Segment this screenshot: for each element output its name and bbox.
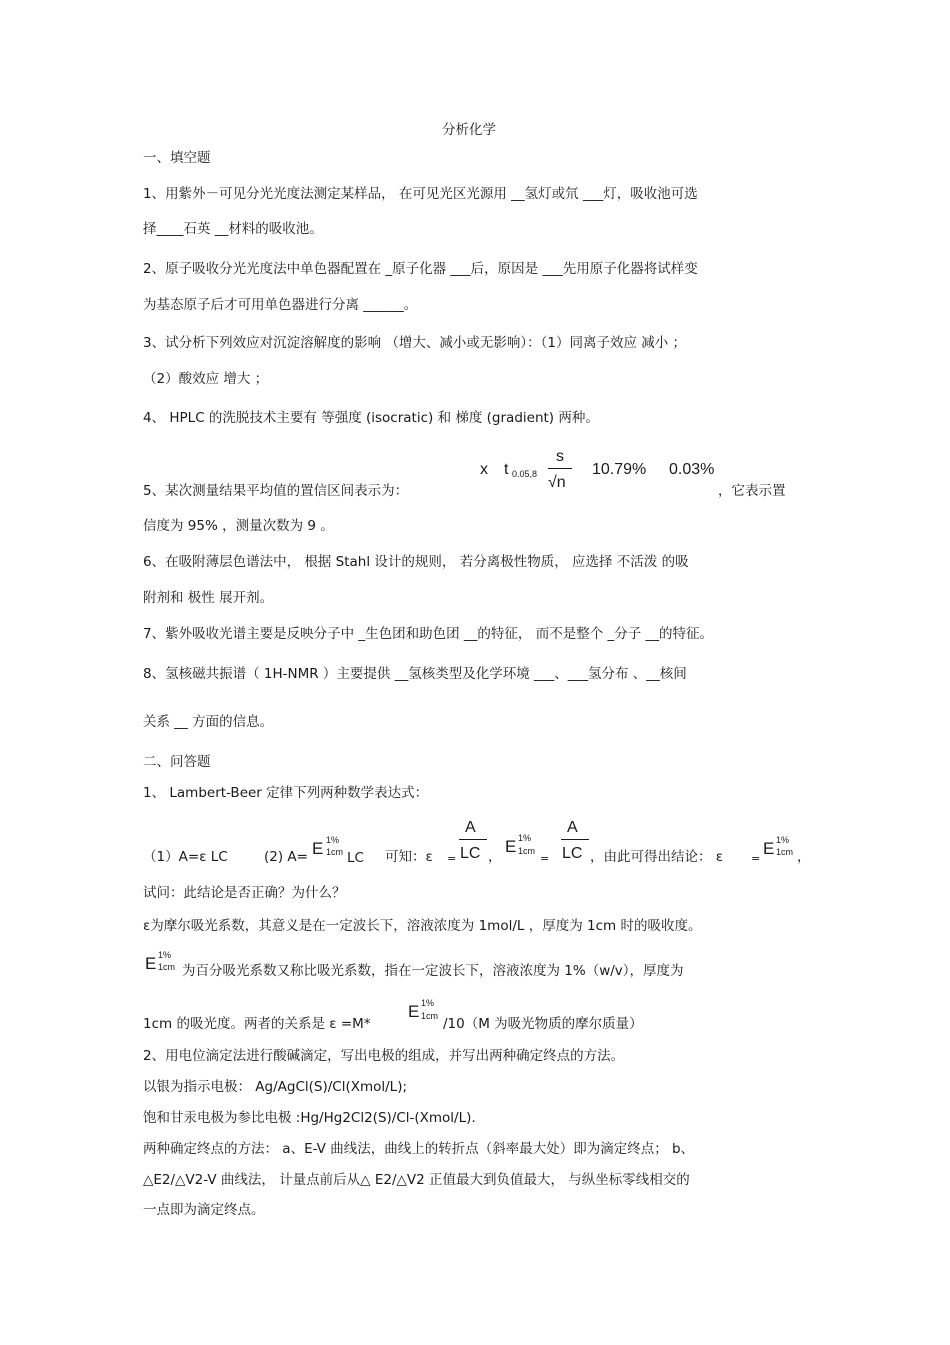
- q1-line2: 择____石英 __材料的吸收池。: [143, 221, 323, 237]
- eq-E-2-sub: 1cm: [518, 846, 536, 856]
- qa2-answer-line2: 饱和甘汞电极为参比电极 :Hg/Hg2Cl2(S)/Cl-(Xmol/L).: [143, 1110, 476, 1126]
- q5-line2: 信度为 95% ，测量次数为 9 。: [143, 518, 334, 534]
- qa2-answer-line1: 以银为指示电极： Ag/AgCl(S)/Cl(Xmol/L);: [143, 1079, 408, 1095]
- formula-denominator: √n: [548, 474, 566, 491]
- eq-E-3: E: [763, 839, 775, 858]
- q2-line1: 2、原子吸收分光光度法中单色器配置在 _原子化器 ___后，原因是 ___先用原子化器将试样变: [143, 261, 698, 277]
- eq-part3: 可知：ε: [385, 849, 433, 865]
- qa2-question: 2、用电位滴定法进行酸碱滴定，写出电极的组成，并写出两种确定终点的方法。: [143, 1048, 625, 1064]
- formula-numerator: s: [556, 448, 564, 465]
- qa1-question: 1、 Lambert-Beer 定律下列两种数学表达式：: [143, 785, 429, 801]
- q5-line1: 5、某次测量结果平均值的置信区间表示为：: [143, 483, 409, 499]
- section-heading-qa: 二、问答题: [143, 754, 211, 770]
- q8-line2: 关系 __ 方面的信息。: [143, 714, 274, 730]
- eq-equals-3: =: [751, 852, 761, 865]
- eq-E-3-sup: 1%: [776, 835, 790, 845]
- qa1-answer-line1: ε为摩尔吸光系数，其意义是在一定波长下，溶液浓度为 1mol/L ，厚度为 1cm 时的吸收度。: [143, 918, 702, 934]
- eq-frac2-bar: [561, 839, 589, 840]
- eq-frac1-numerator: A: [465, 819, 476, 836]
- q4-line: 4、 HPLC 的洗脱技术主要有 等强度 (isocratic) 和 梯度 (gradient) 两种。: [143, 410, 599, 426]
- qa2-answer-line5: 一点即为滴定终点。: [143, 1202, 265, 1218]
- q6-line1: 6、在吸附薄层色谱法中， 根据 Stahl 设计的规则， 若分离极性物质， 应选择 不活泼 的吸: [143, 554, 689, 570]
- qa1-answer-line3: 1cm 的吸光度。两者的关系是 ε =M*: [143, 1016, 371, 1032]
- q2-line2: 为基态原子后才可用单色器进行分离 ______。: [143, 297, 418, 313]
- formula-fraction-bar: [548, 468, 572, 469]
- eq-E-2: E: [505, 837, 517, 856]
- formula-t: t: [504, 461, 509, 478]
- eq-equals-1: =: [447, 852, 457, 865]
- eq-equals-2: =: [540, 852, 550, 865]
- q7-line: 7、紫外吸收光谱主要是反映分子中 _生色团和助色团 __的特征， 而不是整个 _分子 __的特征。: [143, 626, 714, 642]
- page-title: 分析化学: [442, 122, 496, 138]
- eq-comma: ，: [488, 849, 502, 865]
- eq-E-1-sub: 1cm: [326, 847, 344, 857]
- eq-frac1-bar: [459, 839, 487, 840]
- q8-line1: 8、氢核磁共振谱（ 1H-NMR ）主要提供 __氢核类型及化学环境 ___、___氢分布 、__核间: [143, 666, 687, 682]
- q5-line1-tail: ，它表示置: [718, 483, 786, 499]
- eq-LC-1: LC: [347, 850, 364, 866]
- relation-E-sub: 1cm: [421, 1011, 439, 1021]
- eq-E-1-sup: 1%: [326, 835, 340, 845]
- q3-line1: 3、试分析下列效应对沉淀溶解度的影响 （增大、减小或无影响）：（1）同离子效应 减小 ；: [143, 335, 687, 351]
- eq-part2: (2) A=: [264, 849, 308, 865]
- qa2-answer-line4: △E2/△V2-V 曲线法， 计量点前后从△ E2/△V2 正值最大到负值最大， 与纵坐标零线相交的: [143, 1172, 690, 1188]
- eq-frac2-numerator: A: [567, 819, 578, 836]
- formula-value1: 10.79%: [592, 461, 647, 478]
- formula-t-subscript: 0.05,8: [512, 469, 538, 479]
- q6-line2: 附剂和 极性 展开剂。: [143, 590, 274, 606]
- qa1-answer-line2: 为百分吸光系数又称比吸光系数，指在一定波长下，溶液浓度为 1%（w/v），厚度为: [182, 963, 684, 979]
- eq-conclusion: ，由此可得出结论： ε: [590, 849, 724, 865]
- q1-line1: 1、用紫外－可见分光光度法测定某样品， 在可见光区光源用 __氢灯或氘 ___灯，吸收池可选: [143, 186, 698, 202]
- answer-E-symbol: E: [145, 954, 157, 973]
- eq-part1: （1）A=ε LC: [143, 849, 228, 865]
- q3-line2: （2）酸效应 增大 ；: [143, 371, 269, 387]
- answer-E-sub: 1cm: [158, 962, 176, 972]
- formula-x: x: [480, 461, 488, 478]
- qa1-answer-line3-tail: /10（M 为吸光物质的摩尔质量）: [443, 1016, 643, 1032]
- eq-frac1-denominator: LC: [460, 845, 481, 862]
- qa2-answer-line3: 两种确定终点的方法： a、E-V 曲线法，曲线上的转折点（斜率最大处）即为滴定终点； b、: [143, 1141, 695, 1157]
- answer-E-sup: 1%: [158, 950, 172, 960]
- eq-E-2-sup: 1%: [518, 833, 532, 843]
- relation-E-sup: 1%: [421, 998, 435, 1008]
- formula-value2: 0.03%: [669, 461, 715, 478]
- relation-E-symbol: E: [408, 1002, 420, 1021]
- eq-comma-end: ，: [797, 849, 811, 865]
- qa1-ask: 试问：此结论是否正确？为什么？: [143, 885, 346, 901]
- eq-E-1: E: [312, 839, 324, 858]
- eq-E-3-sub: 1cm: [776, 847, 794, 857]
- eq-frac2-denominator: LC: [562, 845, 583, 862]
- section-heading-fill-in: 一、填空题: [143, 150, 211, 166]
